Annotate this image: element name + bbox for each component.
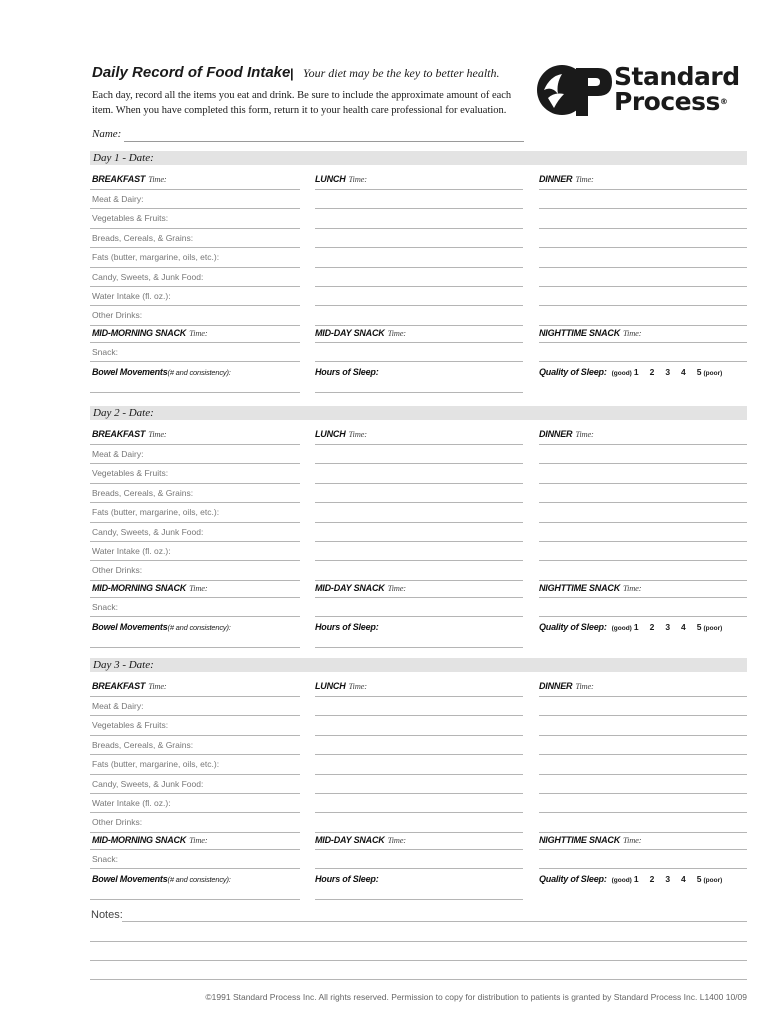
food-category-label: Breads, Cereals, & Grains: [92,233,194,243]
bowel-entry-line[interactable] [90,899,300,900]
time-label: Time: [623,835,642,845]
good-label: (good) [611,625,632,632]
day-date-bar [90,658,747,672]
day-date-bar [90,151,747,165]
mid-day-snack-header-label: MID-DAY SNACK [315,835,385,845]
entry-line[interactable] [315,735,523,736]
entry-line[interactable] [315,774,523,775]
entry-line[interactable] [90,754,300,755]
time-label: Time: [348,681,367,691]
bowel-note: (# and consistency): [167,875,231,884]
snack-label: Snack: [92,347,118,357]
sleep-rating-5[interactable]: 5 [696,622,702,632]
entry-line[interactable] [539,208,747,209]
entry-line[interactable] [315,444,523,445]
day-date-label: Day 1 - Date: [93,152,154,164]
mid-day-snack-header-label: MID-DAY SNACK [315,583,385,593]
entry-line[interactable] [90,463,300,464]
time-label: Time: [575,681,594,691]
entry-line[interactable] [90,189,300,190]
entry-line[interactable] [539,560,747,561]
bowel-movements-label: Bowel Movements [92,622,168,632]
entry-line[interactable] [539,793,747,794]
entry-line[interactable] [539,483,747,484]
entry-line[interactable] [315,793,523,794]
quality-of-sleep-scale [539,874,722,886]
sleep-rating-2[interactable]: 2 [649,367,655,377]
entry-line[interactable] [539,305,747,306]
entry-line[interactable] [90,812,300,813]
sleep-rating-1[interactable]: 1 [633,874,639,884]
time-label: Time: [148,174,167,184]
hours-of-sleep-label: Hours of Sleep: [315,367,379,377]
entry-line[interactable] [90,774,300,775]
entry-line[interactable] [90,228,300,229]
entry-line[interactable] [539,754,747,755]
time-label: Time: [348,429,367,439]
bowel-movements-label: Bowel Movements [92,874,168,884]
mid-day-snack-header [315,583,406,594]
entry-line[interactable] [539,580,747,581]
notes-label: Notes: [91,909,123,921]
sleep-entry-line[interactable] [315,647,523,648]
entry-line[interactable] [539,597,747,598]
bowel-movements-header [92,622,231,633]
entry-line[interactable] [539,342,747,343]
entry-line[interactable] [539,696,747,697]
food-category-label: Vegetables & Fruits: [92,213,169,223]
food-category-label: Water Intake (fl. oz.): [92,798,171,808]
entry-line[interactable] [315,361,523,362]
food-category-label: Candy, Sweets, & Junk Food: [92,527,204,537]
entry-line[interactable] [315,868,523,869]
entry-line[interactable] [90,361,300,362]
day-date-bar [90,406,747,420]
entry-line[interactable] [539,522,747,523]
entry-line[interactable] [539,463,747,464]
entry-line[interactable] [539,774,747,775]
entry-line[interactable] [539,849,747,850]
entry-line[interactable] [315,849,523,850]
good-label: (good) [611,877,632,884]
time-label: Time: [623,583,642,593]
entry-line[interactable] [315,502,523,503]
lunch-header-label: LUNCH [315,174,346,184]
sleep-rating-4[interactable]: 4 [681,367,686,377]
food-category-label: Water Intake (fl. oz.): [92,291,171,301]
entry-line[interactable] [90,247,300,248]
time-label: Time: [189,328,208,338]
entry-line[interactable] [90,522,300,523]
entry-line[interactable] [539,868,747,869]
entry-line[interactable] [315,560,523,561]
breakfast-header [92,174,167,185]
entry-line[interactable] [90,342,300,343]
entry-line[interactable] [539,325,747,326]
food-category-label: Water Intake (fl. oz.): [92,546,171,556]
entry-line[interactable] [90,793,300,794]
form-subtitle: Your diet may be the key to better health. [303,66,500,80]
food-category-label: Meat & Dairy: [92,449,144,459]
mid-morning-snack-header-label: MID-MORNING SNACK [92,328,187,338]
entry-line[interactable] [315,812,523,813]
lunch-header [315,429,367,440]
nighttime-snack-header-label: NIGHTTIME SNACK [539,835,620,845]
breakfast-header [92,681,167,692]
mid-day-snack-header [315,835,406,846]
entry-line[interactable] [315,522,523,523]
entry-line[interactable] [90,286,300,287]
bowel-entry-line[interactable] [90,392,300,393]
time-label: Time: [348,174,367,184]
day-date-label: Day 3 - Date: [93,659,154,671]
entry-line[interactable] [539,502,747,503]
entry-line[interactable] [539,832,747,833]
time-label: Time: [387,583,406,593]
entry-line[interactable] [539,267,747,268]
food-category-label: Candy, Sweets, & Junk Food: [92,779,204,789]
bowel-entry-line[interactable] [90,647,300,648]
entry-line[interactable] [90,616,300,617]
entry-line[interactable] [90,208,300,209]
title-separator: | [290,66,294,81]
quality-of-sleep-scale [539,367,722,379]
nighttime-snack-header [539,583,641,594]
logo-text-process [614,89,727,114]
bowel-movements-label: Bowel Movements [92,367,168,377]
poor-label: (poor) [703,625,723,632]
entry-line[interactable] [90,483,300,484]
mid-morning-snack-header [92,583,207,594]
sleep-rating-3[interactable]: 3 [665,622,671,632]
dinner-header-label: DINNER [539,429,573,439]
entry-line[interactable] [90,597,300,598]
mid-morning-snack-header-label: MID-MORNING SNACK [92,583,187,593]
quality-of-sleep-scale [539,622,722,634]
food-category-label: Vegetables & Fruits: [92,720,169,730]
entry-line[interactable] [539,715,747,716]
entry-line[interactable] [315,247,523,248]
entry-line[interactable] [539,541,747,542]
entry-line[interactable] [315,463,523,464]
mid-day-snack-header-label: MID-DAY SNACK [315,328,385,338]
entry-line[interactable] [539,361,747,362]
food-category-label: Vegetables & Fruits: [92,468,169,478]
food-category-label: Candy, Sweets, & Junk Food: [92,272,204,282]
entry-line[interactable] [90,832,300,833]
hours-of-sleep-label: Hours of Sleep: [315,622,379,632]
bowel-note: (# and consistency): [167,368,231,377]
entry-line[interactable] [90,267,300,268]
name-field[interactable] [124,141,524,142]
time-label: Time: [148,429,167,439]
standard-process-logo [536,64,748,118]
notes-line[interactable] [90,941,747,942]
dinner-header-label: DINNER [539,681,573,691]
breakfast-header-label: BREAKFAST [92,681,146,691]
quality-of-sleep-label: Quality of Sleep: [539,367,607,377]
day-date-label: Day 2 - Date: [93,407,154,419]
dinner-header [539,174,594,185]
time-label: Time: [623,328,642,338]
entry-line[interactable] [315,541,523,542]
sleep-rating-4[interactable]: 4 [681,874,686,884]
entry-line[interactable] [315,342,523,343]
breakfast-header-label: BREAKFAST [92,174,146,184]
sleep-rating-5[interactable]: 5 [696,367,702,377]
logo-text-process-word: Process [614,87,720,116]
nighttime-snack-header [539,835,641,846]
name-label: Name: [92,128,122,140]
dinner-header [539,429,594,440]
entry-line[interactable] [90,444,300,445]
notes-line[interactable] [90,979,747,980]
sleep-rating-1[interactable]: 1 [633,367,639,377]
food-category-label: Breads, Cereals, & Grains: [92,740,194,750]
sleep-rating-4[interactable]: 4 [681,622,686,632]
lunch-header-label: LUNCH [315,681,346,691]
snack-label: Snack: [92,602,118,612]
entry-line[interactable] [539,735,747,736]
dinner-header [539,681,594,692]
time-label: Time: [575,174,594,184]
food-category-label: Meat & Dairy: [92,701,144,711]
poor-label: (poor) [703,370,723,377]
entry-line[interactable] [539,444,747,445]
entry-line[interactable] [315,597,523,598]
copyright-footer: ©1991 Standard Process Inc. All rights reserved. Permission to copy for distribution to patients is granted by Standard Process Inc. L1400 10/09 [205,992,747,1002]
entry-line[interactable] [315,267,523,268]
entry-line[interactable] [90,305,300,306]
notes-line[interactable] [122,921,747,922]
breakfast-header [92,429,167,440]
mid-day-snack-header [315,328,406,339]
logo-sp-mark-icon [536,64,614,118]
food-category-label: Other Drinks: [92,817,143,827]
sleep-entry-line[interactable] [315,392,523,393]
food-category-label: Fats (butter, margarine, oils, etc.): [92,759,220,769]
good-label: (good) [611,370,632,377]
breakfast-header-label: BREAKFAST [92,429,146,439]
bowel-movements-header [92,367,231,378]
entry-line[interactable] [90,868,300,869]
entry-line[interactable] [315,580,523,581]
entry-line[interactable] [315,228,523,229]
entry-line[interactable] [315,208,523,209]
food-category-label: Other Drinks: [92,310,143,320]
quality-of-sleep-label: Quality of Sleep: [539,874,607,884]
sleep-rating-5[interactable]: 5 [696,874,702,884]
time-label: Time: [148,681,167,691]
snack-label: Snack: [92,854,118,864]
food-category-label: Meat & Dairy: [92,194,144,204]
quality-of-sleep-label: Quality of Sleep: [539,622,607,632]
lunch-header-label: LUNCH [315,429,346,439]
entry-line[interactable] [315,189,523,190]
entry-line[interactable] [90,580,300,581]
nighttime-snack-header [539,328,641,339]
bowel-note: (# and consistency): [167,623,231,632]
nighttime-snack-header-label: NIGHTTIME SNACK [539,328,620,338]
lunch-header [315,174,367,185]
food-category-label: Fats (butter, margarine, oils, etc.): [92,252,220,262]
sleep-rating-2[interactable]: 2 [649,874,655,884]
food-category-label: Breads, Cereals, & Grains: [92,488,194,498]
poor-label: (poor) [703,877,723,884]
dinner-header-label: DINNER [539,174,573,184]
entry-line[interactable] [90,849,300,850]
entry-line[interactable] [539,189,747,190]
mid-morning-snack-header [92,835,207,846]
entry-line[interactable] [315,325,523,326]
time-label: Time: [575,429,594,439]
logo-text-standard: Standard [614,62,740,91]
entry-line[interactable] [90,735,300,736]
sleep-entry-line[interactable] [315,899,523,900]
entry-line[interactable] [90,502,300,503]
mid-morning-snack-header [92,328,207,339]
entry-line[interactable] [90,696,300,697]
registered-mark: ® [719,97,728,106]
sleep-rating-1[interactable]: 1 [633,622,639,632]
sleep-rating-3[interactable]: 3 [665,874,671,884]
time-label: Time: [387,835,406,845]
entry-line[interactable] [315,483,523,484]
hours-of-sleep-label: Hours of Sleep: [315,874,379,884]
entry-line[interactable] [539,286,747,287]
time-label: Time: [189,583,208,593]
time-label: Time: [189,835,208,845]
entry-line[interactable] [539,228,747,229]
entry-line[interactable] [539,247,747,248]
entry-line[interactable] [90,325,300,326]
entry-line[interactable] [90,715,300,716]
entry-line[interactable] [315,754,523,755]
entry-line[interactable] [90,541,300,542]
entry-line[interactable] [539,812,747,813]
time-label: Time: [387,328,406,338]
notes-line[interactable] [90,960,747,961]
entry-line[interactable] [315,715,523,716]
entry-line[interactable] [315,616,523,617]
lunch-header [315,681,367,692]
entry-line[interactable] [539,616,747,617]
food-category-label: Other Drinks: [92,565,143,575]
sleep-rating-3[interactable]: 3 [665,367,671,377]
entry-line[interactable] [315,305,523,306]
mid-morning-snack-header-label: MID-MORNING SNACK [92,835,187,845]
entry-line[interactable] [315,832,523,833]
nighttime-snack-header-label: NIGHTTIME SNACK [539,583,620,593]
entry-line[interactable] [315,696,523,697]
entry-line[interactable] [315,286,523,287]
entry-line[interactable] [90,560,300,561]
bowel-movements-header [92,874,231,885]
form-title: Daily Record of Food Intake [92,64,291,81]
sleep-rating-2[interactable]: 2 [649,622,655,632]
food-category-label: Fats (butter, margarine, oils, etc.): [92,507,220,517]
instructions-text: Each day, record all the items you eat and drink. Be sure to include the approximate amount of each item. When you have completed this form, return it to your health care professional for evaluation. [92,90,512,116]
